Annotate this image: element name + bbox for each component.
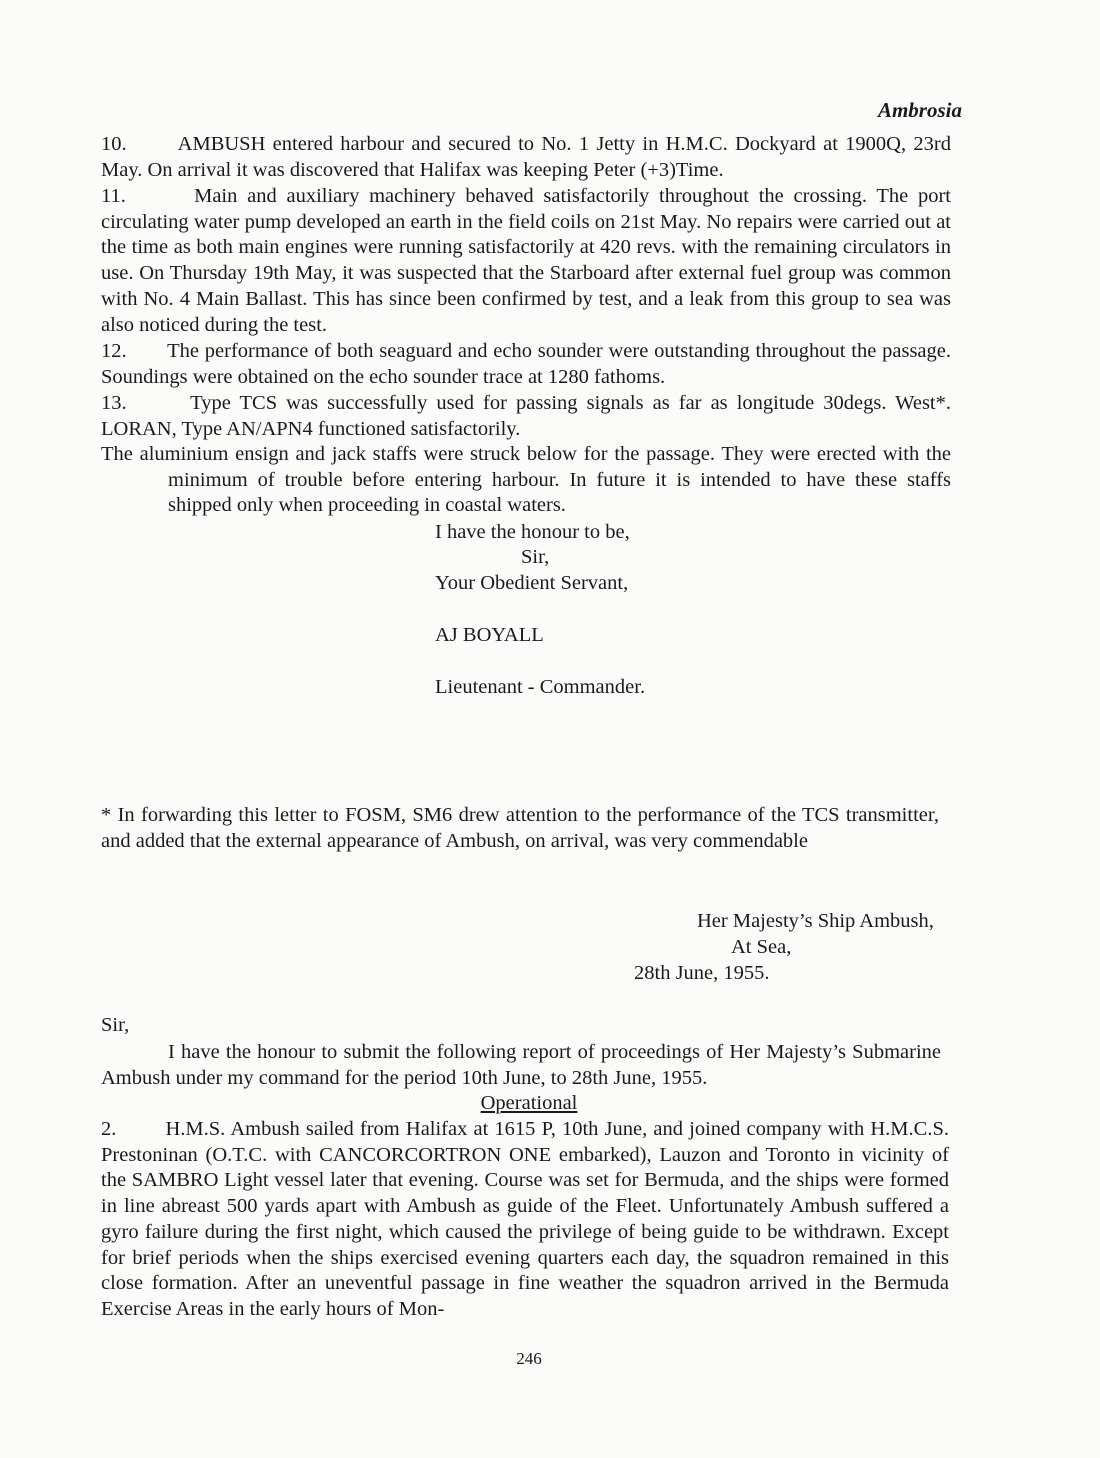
paragraph-staffs: The aluminium ensign and jack staffs were struck below for the passage. They were erected with the minimum of trouble before entering harbour. In future it is intended to have these staffs shipped only when proceeding in coastal waters. — [101, 443, 951, 517]
address-location: At Sea, — [731, 936, 792, 958]
signature-rank: Lieutenant - Commander. — [435, 676, 646, 698]
paragraph-11: 11. Main and auxiliary machinery behaved satisfactorily throughout the crossing. The port circulating water pump developed an earth in the field coils on 21st May. No repairs were carried out at the time as both main engines were running satisfactorily at 420 revs. with the remaining circulators in use. On Thursday 19th May, it was suspected that the Starboard after external fuel group was common with No. 4 Main Ballast. This has since been confirmed by test, and a leak from this group to sea was also noticed during the test. — [101, 185, 951, 336]
footnote: * In forwarding this letter to FOSM, SM6 drew attention to the performance of the TCS transmitter, and added that the external appearance of Ambush, on arrival, was very commendable — [101, 804, 939, 852]
running-header: Ambrosia — [877, 98, 962, 122]
paragraph-2: 2. H.M.S. Ambush sailed from Halifax at 1615 P, 10th June, and joined company with H.M.C.S. Prestoninan (O.T.C. with CANCORCORTRON ONE embarked), Lauzon and Toronto in vicinity of the SAMBRO Light vessel later that evening. Course was set for Bermuda, and the ships were formed in line abreast 500 yards apart with Ambush as guide of the Fleet. Unfortunately Ambush suffered a gyro failure during the first night, which caused the privilege of being guide to be withdrawn. Except for brief periods when the ships exercised evening quarters each day, the squadron remained in this close formation. After an uneventful passage in fine weather the squadron arrived in the Bermuda Exercise Areas in the early hours of Mon- — [101, 1118, 949, 1320]
salutation: Sir, — [101, 1014, 130, 1036]
paragraph-12: 12. The performance of both seaguard and echo sounder were outstanding throughout the passage. Soundings were obtained on the echo sounder trace at 1280 fathoms. — [101, 340, 951, 388]
paragraph-13: 13. Type TCS was successfully used for passing signals as far as longitude 30degs. West*. LORAN, Type AN/APN4 functioned satisfactorily. — [101, 392, 951, 440]
signature-name: AJ BOYALL — [435, 624, 544, 646]
address-ship: Her Majesty’s Ship Ambush, — [697, 910, 934, 932]
paragraph-10: 10. AMBUSH entered harbour and secured to No. 1 Jetty in H.M.C. Dockyard at 1900Q, 23rd May. On arrival it was discovered that Halifax was keeping Peter (+3)Time. — [101, 133, 951, 181]
closing-line-servant: Your Obedient Servant, — [435, 572, 629, 594]
letter-date: 28th June, 1955. — [634, 962, 770, 984]
intro-paragraph: I have the honour to submit the following report of proceedings of Her Majesty’s Submarine Ambush under my command for the period 10th June, to 28th June, 1955. — [101, 1041, 941, 1089]
page-number: 246 — [516, 1349, 542, 1368]
section-heading: Operational — [480, 1092, 578, 1114]
closing-line-sir: Sir, — [521, 546, 550, 568]
closing-line-honour: I have the honour to be, — [435, 521, 630, 543]
